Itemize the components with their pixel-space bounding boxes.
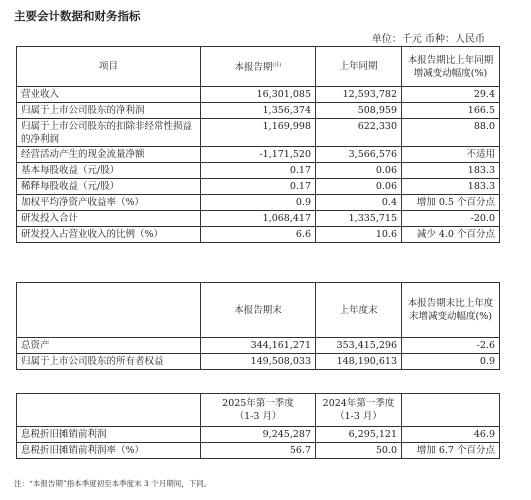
row-change: 88.0 [402, 119, 500, 147]
row-item: 加权平均净资产收益率（%） [17, 195, 201, 211]
table-row [17, 163, 500, 179]
row-current: 16,301,085 [201, 87, 316, 103]
row-item: 总资产 [17, 338, 201, 354]
row-prior: 50.0 [316, 443, 402, 459]
row-change: 183.3 [402, 179, 500, 195]
main-financial-table [16, 46, 500, 243]
row-change: -2.6 [402, 338, 500, 354]
header-item: 项目 [17, 47, 201, 87]
table-row [17, 443, 500, 459]
row-current: 149,508,033 [201, 354, 316, 370]
row-prior: 0.4 [316, 195, 402, 211]
row-current: -1,171,520 [201, 147, 316, 163]
header-q1-2025-line1: 2025年第一季度 [222, 398, 294, 409]
row-change: 增加 0.5 个百分点 [402, 195, 500, 211]
row-change: 0.9 [402, 354, 500, 370]
row-current: 0.17 [201, 179, 316, 195]
row-prior: 0.06 [316, 179, 402, 195]
row-change: 不适用 [402, 147, 500, 163]
table-row [17, 195, 500, 211]
period-end-table [16, 282, 500, 370]
unit-currency-line: 单位：千元 币种：人民币 [371, 34, 485, 45]
table-row [17, 338, 500, 354]
header-q1-2024-line2: （1-3 月） [335, 411, 382, 422]
row-prior: 12,593,782 [316, 87, 402, 103]
header-change-pct: 本报告期比上年同期增减变动幅度(%) [402, 47, 500, 87]
row-change: 166.5 [402, 103, 500, 119]
table-row [17, 179, 500, 195]
row-item: 归属于上市公司股东的所有者权益 [17, 354, 201, 370]
table-header-row [17, 394, 500, 427]
table-header-row [17, 283, 500, 338]
table-row [17, 147, 500, 163]
table-row [17, 227, 500, 243]
row-current: 0.9 [201, 195, 316, 211]
row-item: 归属于上市公司股东的净利润 [17, 103, 201, 119]
header-current-period [201, 47, 316, 87]
row-item: 研发投入合计 [17, 211, 201, 227]
table-row [17, 119, 500, 147]
row-change: 46.9 [402, 427, 500, 443]
header-q1-2024 [316, 394, 402, 427]
row-change: 增加 6.7 个百分点 [402, 443, 500, 459]
row-item: 研发投入占营业收入的比例（%） [17, 227, 201, 243]
header-q1-2024-line1: 2024年第一季度 [322, 398, 395, 409]
row-prior: 10.6 [316, 227, 402, 243]
row-prior: 0.06 [316, 163, 402, 179]
row-current: 56.7 [201, 443, 316, 459]
row-item: 营业收入 [17, 87, 201, 103]
row-current: 344,161,271 [201, 338, 316, 354]
row-change: 183.3 [402, 163, 500, 179]
section-title: 主要会计数据和财务指标 [14, 9, 141, 23]
table-row [17, 211, 500, 227]
row-current: 6.6 [201, 227, 316, 243]
row-item: 稀释每股收益（元/股） [17, 179, 201, 195]
header-prior-period: 上年同期 [316, 47, 402, 87]
table-row [17, 103, 500, 119]
header-change [402, 394, 500, 427]
row-prior: 3,566,576 [316, 147, 402, 163]
row-change: 29.4 [402, 87, 500, 103]
header-change-pct: 本报告期末比上年度末增减变动幅度(%) [402, 283, 500, 338]
row-prior: 6,295,121 [316, 427, 402, 443]
row-current: 1,169,998 [201, 119, 316, 147]
ebitda-table [16, 393, 500, 459]
row-prior: 148,190,613 [316, 354, 402, 370]
row-item: 息税折旧摊销前利润率（%） [17, 443, 201, 459]
header-prior-year-end: 上年度末 [316, 283, 402, 338]
header-item [17, 283, 201, 338]
row-current: 0.17 [201, 163, 316, 179]
footnote: 注：“本报告期”指本季度初至本季度末 3 个月期间，下同。 [14, 479, 212, 488]
row-item: 基本每股收益（元/股） [17, 163, 201, 179]
table-row [17, 354, 500, 370]
row-prior: 622,330 [316, 119, 402, 147]
table-row [17, 87, 500, 103]
row-current: 1,356,374 [201, 103, 316, 119]
row-item: 经营活动产生的现金流量净额 [17, 147, 201, 163]
table-header-row [17, 47, 500, 87]
row-change: 减少 4.0 个百分点 [402, 227, 500, 243]
header-item [17, 394, 201, 427]
header-period-end: 本报告期末 [201, 283, 316, 338]
row-change: -20.0 [402, 211, 500, 227]
header-current-label: 本报告期 [234, 62, 273, 74]
header-q1-2025-line2: （1-3 月） [234, 411, 282, 422]
row-item: 息税折旧摊销前利润 [17, 427, 201, 443]
row-prior: 508,959 [316, 103, 402, 119]
header-q1-2025 [201, 394, 316, 427]
row-current: 9,245,287 [201, 427, 316, 443]
header-note-mark: (注) [272, 61, 282, 68]
row-current: 1,068,417 [201, 211, 316, 227]
row-prior: 353,415,296 [316, 338, 402, 354]
row-item: 归属于上市公司股东的扣除非经常性损益的净利润 [17, 119, 201, 147]
row-prior: 1,335,715 [316, 211, 402, 227]
table-row [17, 427, 500, 443]
